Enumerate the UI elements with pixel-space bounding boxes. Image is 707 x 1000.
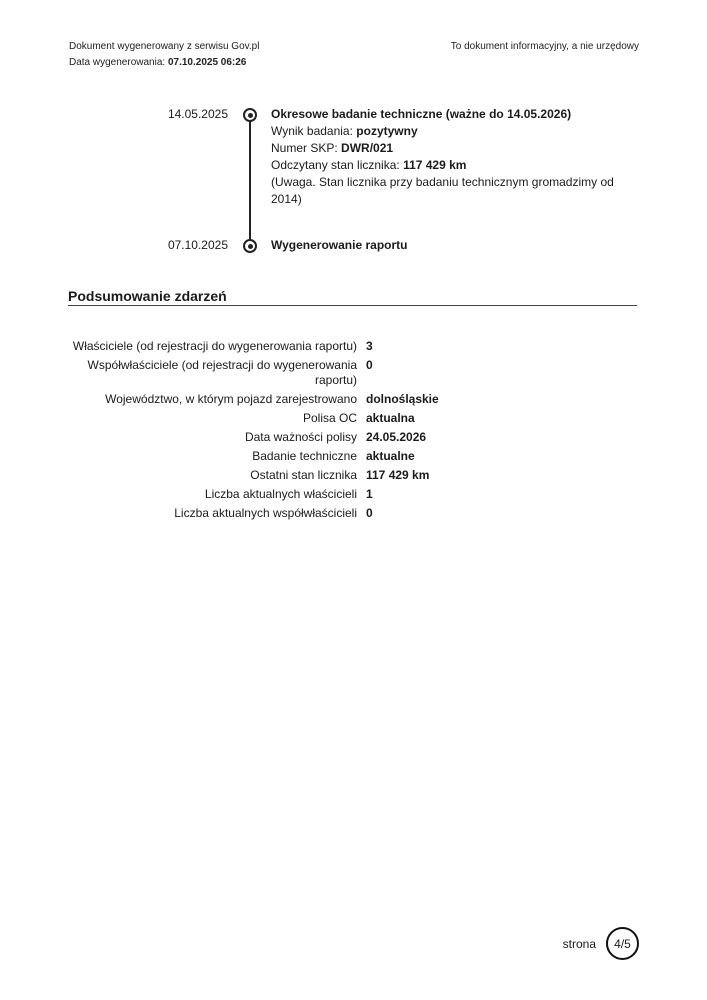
- summary-label: Badanie techniczne: [252, 449, 357, 463]
- summary-row: [68, 506, 548, 521]
- timeline-event-report: [271, 237, 616, 254]
- summary-row: [68, 339, 548, 354]
- summary-label: Ostatni stan licznika: [250, 468, 357, 482]
- skp-value: DWR/021: [341, 141, 394, 155]
- summary-value: 24.05.2026: [366, 430, 427, 444]
- summary-label: Polisa OC: [302, 411, 357, 425]
- summary-label: Data ważności polisy: [244, 430, 357, 444]
- summary-row: [68, 468, 548, 483]
- page-indicator: [563, 927, 639, 960]
- odometer-label: Odczytany stan licznika:: [271, 158, 400, 172]
- timeline-dot-icon: [243, 108, 257, 122]
- summary-value: 0: [366, 358, 373, 372]
- summary-row: [68, 411, 548, 426]
- page-label: strona: [562, 936, 596, 951]
- odometer-note: (Uwaga. Stan licznika przy badaniu technicznym gromadzimy od 2014): [271, 175, 614, 206]
- summary-table: [68, 339, 548, 525]
- summary-value: dolnośląskie: [366, 392, 439, 406]
- event-title: Wygenerowanie raportu: [271, 238, 408, 252]
- inspection-result-label: Wynik badania:: [271, 124, 353, 138]
- summary-value: aktualna: [366, 411, 415, 425]
- divider: [68, 305, 637, 306]
- summary-label: Liczba aktualnych współwłaścicieli: [174, 506, 357, 520]
- summary-row: [68, 358, 548, 388]
- summary-label: Województwo, w którym pojazd zarejestrowano: [105, 392, 357, 406]
- summary-label: Współwłaściciele (od rejestracji do wygenerowania raportu): [87, 358, 357, 387]
- summary-row: [68, 430, 548, 445]
- timeline-line: [249, 114, 251, 245]
- summary-value: 1: [366, 487, 373, 501]
- summary-row: [68, 392, 548, 407]
- summary-value: 117 429 km: [366, 468, 430, 482]
- summary-value: 0: [366, 506, 373, 520]
- inspection-result: [271, 123, 616, 140]
- generated-date-value: 07.10.2025 06:26: [167, 57, 247, 68]
- page-number: 4/5: [606, 927, 639, 960]
- odometer-reading: [271, 157, 616, 174]
- summary-title: Podsumowanie zdarzeń: [68, 288, 227, 304]
- timeline-event-inspection: [271, 106, 616, 208]
- summary-label: Właściciele (od rejestracji do wygenerowania raportu): [72, 339, 357, 353]
- skp-label: Numer SKP:: [271, 141, 338, 155]
- generated-date: [69, 56, 246, 70]
- generated-date-label: Data wygenerowania:: [69, 57, 166, 68]
- inspection-result-value: pozytywny: [356, 124, 418, 138]
- event-title: Okresowe badanie techniczne (ważne do 14.05.2026): [271, 107, 572, 121]
- disclaimer-text: To dokument informacyjny, a nie urzędowy: [450, 41, 639, 52]
- summary-value: aktualne: [366, 449, 415, 463]
- timeline-dot-icon: [243, 239, 257, 253]
- generated-from-text: Dokument wygenerowany z serwisu Gov.pl: [69, 41, 260, 52]
- summary-value: 3: [366, 339, 373, 353]
- summary-label: Liczba aktualnych właścicieli: [204, 487, 357, 501]
- timeline-date: 14.05.2025: [167, 107, 228, 121]
- summary-row: [68, 449, 548, 464]
- odometer-value: 117 429 km: [403, 158, 467, 172]
- timeline-date: 07.10.2025: [167, 238, 228, 252]
- skp-number: [271, 140, 616, 157]
- summary-row: [68, 487, 548, 502]
